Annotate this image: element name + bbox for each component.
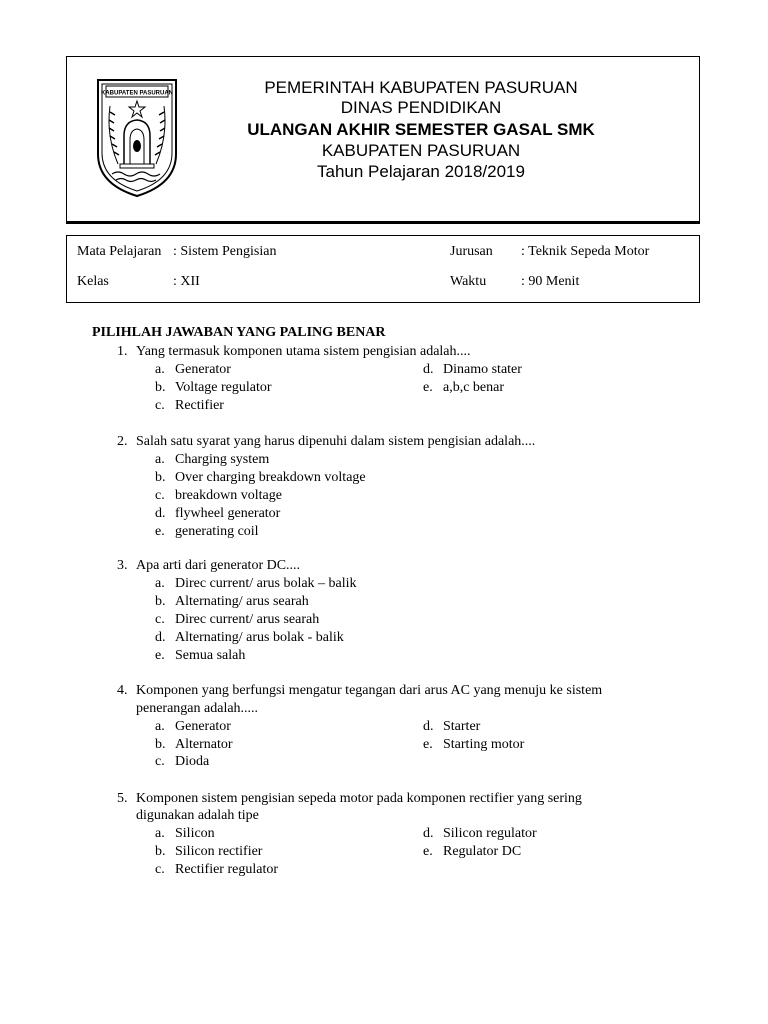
header-divider: [66, 222, 700, 224]
option-text: Charging system: [175, 452, 270, 467]
option-letter: c.: [155, 398, 165, 413]
question-number: 3.: [117, 558, 128, 573]
header-line-1: PEMERINTAH KABUPATEN PASURUAN: [264, 78, 578, 97]
kabupaten-emblem-icon: [92, 76, 182, 200]
option-text: Dinamo stater: [443, 362, 522, 377]
option-letter: a.: [155, 452, 165, 467]
question-text: Salah satu syarat yang harus dipenuhi dalam sistem pengisian adalah....: [136, 434, 536, 449]
option-text: Silicon regulator: [443, 826, 537, 841]
option-letter: d.: [155, 630, 166, 645]
waktu-label: Waktu: [450, 274, 487, 289]
option-letter: b.: [155, 844, 166, 859]
instruction-heading: PILIHLAH JAWABAN YANG PALING BENAR: [92, 325, 386, 340]
option-text: Rectifier: [175, 398, 224, 413]
option-letter: a.: [155, 826, 165, 841]
question-number: 5.: [117, 791, 128, 806]
mapel-value: : Sistem Pengisian: [173, 244, 277, 259]
option-letter: b.: [155, 470, 166, 485]
option-text: a,b,c benar: [443, 380, 505, 395]
mapel-label: Mata Pelajaran: [77, 244, 162, 259]
option-text: flywheel generator: [175, 506, 281, 521]
question-number: 1.: [117, 344, 128, 359]
question-number: 4.: [117, 683, 128, 698]
option-text: Generator: [175, 362, 231, 377]
option-letter: d.: [423, 826, 434, 841]
option-text: Rectifier regulator: [175, 862, 279, 877]
option-text: Alternator: [175, 737, 233, 752]
question-text-line-2: penerangan adalah.....: [136, 701, 259, 716]
option-letter: a.: [155, 362, 165, 377]
option-letter: e.: [423, 380, 433, 395]
option-text: Alternating/ arus bolak - balik: [175, 630, 344, 645]
option-letter: e.: [155, 648, 165, 663]
option-letter: c.: [155, 754, 165, 769]
kelas-value: : XII: [173, 274, 200, 289]
option-text: Starting motor: [443, 737, 525, 752]
option-letter: b.: [155, 737, 166, 752]
option-text: Direc current/ arus searah: [175, 612, 320, 627]
info-box: [66, 235, 700, 303]
header-line-2: DINAS PENDIDIKAN: [340, 98, 502, 117]
option-text: Silicon: [175, 826, 215, 841]
option-letter: e.: [423, 844, 433, 859]
option-text: Alternating/ arus searah: [175, 594, 309, 609]
option-text: breakdown voltage: [175, 488, 282, 503]
svg-text:KABUPATEN PASURUAN: KABUPATEN PASURUAN: [101, 90, 173, 97]
question-text-line-1: Komponen yang berfungsi mengatur tegangan dari arus AC yang menuju ke sistem: [136, 683, 603, 698]
option-text: Dioda: [175, 754, 210, 769]
option-letter: d.: [423, 362, 434, 377]
option-text: Silicon rectifier: [175, 844, 263, 859]
waktu-value: : 90 Menit: [521, 274, 580, 289]
option-text: Voltage regulator: [175, 380, 272, 395]
option-text: Over charging breakdown voltage: [175, 470, 366, 485]
option-letter: d.: [155, 506, 166, 521]
option-letter: c.: [155, 862, 165, 877]
option-letter: a.: [155, 576, 165, 591]
header-line-5: Tahun Pelajaran 2018/2019: [317, 162, 525, 181]
option-text: Direc current/ arus bolak – balik: [175, 576, 357, 591]
question-text-line-1: Komponen sistem pengisian sepeda motor pada komponen rectifier yang sering: [136, 791, 582, 806]
option-text: Regulator DC: [443, 844, 522, 859]
option-letter: c.: [155, 488, 165, 503]
header-line-4: KABUPATEN PASURUAN: [321, 141, 521, 160]
option-letter: d.: [423, 719, 434, 734]
jurusan-label: Jurusan: [450, 244, 493, 259]
option-letter: e.: [423, 737, 433, 752]
option-text: Generator: [175, 719, 231, 734]
kelas-label: Kelas: [77, 274, 109, 289]
question-number: 2.: [117, 434, 128, 449]
option-letter: b.: [155, 380, 166, 395]
option-letter: c.: [155, 612, 165, 627]
option-text: Semua salah: [175, 648, 246, 663]
header-line-3: ULANGAN AKHIR SEMESTER GASAL SMK: [247, 120, 595, 139]
question-text: Yang termasuk komponen utama sistem pengisian adalah....: [136, 344, 471, 359]
option-letter: a.: [155, 719, 165, 734]
option-letter: b.: [155, 594, 166, 609]
option-letter: e.: [155, 524, 165, 539]
option-text: generating coil: [175, 524, 259, 539]
jurusan-value: : Teknik Sepeda Motor: [521, 244, 650, 259]
option-text: Starter: [443, 719, 481, 734]
question-text-line-2: digunakan adalah tipe: [136, 808, 259, 823]
question-text: Apa arti dari generator DC....: [136, 558, 301, 573]
